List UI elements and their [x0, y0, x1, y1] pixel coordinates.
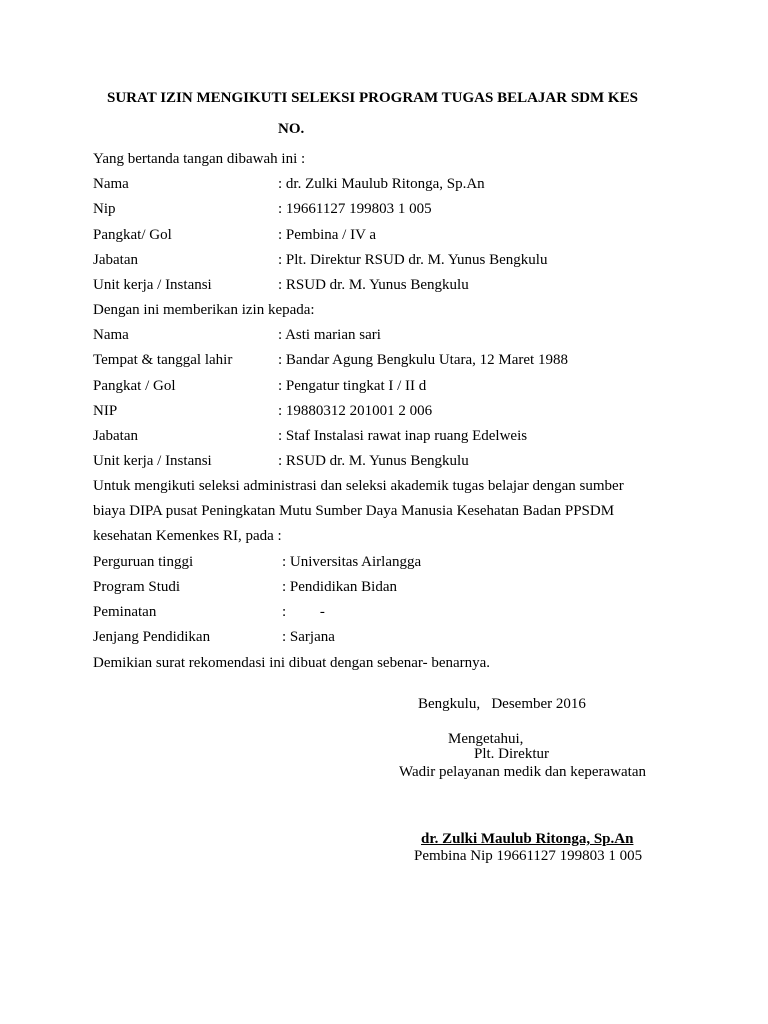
grantee-name-value: : Asti marian sari — [278, 327, 381, 343]
signer-position-value: : Plt. Direktur RSUD dr. M. Yunus Bengkulu — [278, 252, 548, 268]
grantee-name-label: Nama — [93, 327, 129, 343]
purpose-line-3: kesehatan Kemenkes RI, pada : — [93, 528, 282, 544]
closing-text: Demikian surat rekomendasi ini dibuat dengan sebenar- benarnya. — [93, 655, 491, 671]
specialization-label: Peminatan — [93, 604, 157, 620]
signer-unit-label: Unit kerja / Instansi — [93, 277, 212, 293]
university-value: : Universitas Airlangga — [282, 554, 422, 570]
grantee-birth-value: : Bandar Agung Bengkulu Utara, 12 Maret 1988 — [278, 352, 568, 368]
signer-rank-value: : Pembina / IV a — [278, 227, 377, 243]
grantee-position-label: Jabatan — [93, 428, 138, 444]
program-value: : Pendidikan Bidan — [282, 579, 397, 595]
grantee-unit-value: : RSUD dr. M. Yunus Bengkulu — [278, 453, 469, 469]
program-label: Program Studi — [93, 579, 181, 595]
purpose-line-2: biaya DIPA pusat Peningkatan Mutu Sumber Daya Manusia Kesehatan Badan PPSDM — [93, 503, 615, 519]
letter-number: NO. — [278, 121, 305, 137]
signer-nip-value: : 19661127 199803 1 005 — [278, 201, 432, 217]
grantee-unit-label: Unit kerja / Instansi — [93, 453, 212, 469]
signer-nip-label: Nip — [93, 201, 116, 217]
signatory-name: dr. Zulki Maulub Ritonga, Sp.An — [421, 831, 634, 847]
signer-unit-value: : RSUD dr. M. Yunus Bengkulu — [278, 277, 469, 293]
university-label: Perguruan tinggi — [93, 554, 194, 570]
signatory-rank-nip: Pembina Nip 19661127 199803 1 005 — [414, 848, 643, 864]
level-value: : Sarjana — [282, 629, 335, 645]
grantee-rank-label: Pangkat / Gol — [93, 378, 176, 394]
acknowledged-label: Mengetahui, — [448, 731, 524, 747]
grant-intro-text: Dengan ini memberikan izin kepada: — [93, 302, 315, 318]
signer-name-label: Nama — [93, 176, 129, 192]
grantee-rank-value: : Pengatur tingkat I / II d — [278, 378, 427, 394]
specialization-value: : - — [282, 604, 325, 620]
intro-text: Yang bertanda tangan dibawah ini : — [93, 151, 306, 167]
place-date: Bengkulu, Desember 2016 — [418, 696, 586, 712]
grantee-nip-label: NIP — [93, 403, 118, 419]
level-label: Jenjang Pendidikan — [93, 629, 211, 645]
signer-rank-label: Pangkat/ Gol — [93, 227, 172, 243]
purpose-line-1: Untuk mengikuti seleksi administrasi dan seleksi akademik tugas belajar dengan sumber — [93, 478, 624, 494]
signer-position-label: Jabatan — [93, 252, 138, 268]
grantee-nip-value: : 19880312 201001 2 006 — [278, 403, 433, 419]
grantee-birth-label: Tempat & tanggal lahir — [93, 352, 233, 368]
signer-name-value: : dr. Zulki Maulub Ritonga, Sp.An — [278, 176, 485, 192]
signer-role-1: Plt. Direktur — [474, 746, 549, 762]
signer-role-2: Wadir pelayanan medik dan keperawatan — [399, 764, 647, 780]
letter-title: SURAT IZIN MENGIKUTI SELEKSI PROGRAM TUGAS BELAJAR SDM KES — [107, 90, 638, 106]
grantee-position-value: : Staf Instalasi rawat inap ruang Edelweis — [278, 428, 528, 444]
